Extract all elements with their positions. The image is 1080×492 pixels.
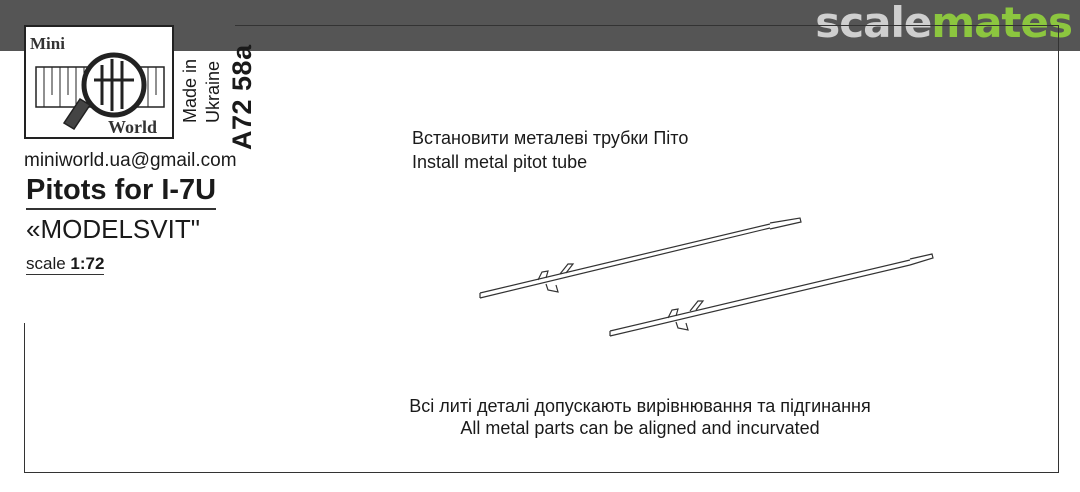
pitot-tube-2 [610,254,933,336]
country-label: Ukraine [203,60,223,123]
scale-value: 1:72 [70,254,105,273]
frame-line-top [235,25,1059,26]
scale-label: scale 1:72 [26,254,105,273]
instruction-text [412,126,688,174]
pitot-tubes-illustration [470,210,950,350]
product-title: Pitots for I-7U [26,174,216,210]
made-in-label: Made in [180,58,200,123]
footer-note-ua: Всі литі деталі допускають вирівнювання та підгинання [409,396,871,416]
pitot-tube-1 [480,218,801,298]
contact-email[interactable]: miniworld.ua@gmail.com [24,150,237,171]
logo-text-world: World [108,117,158,137]
logo-text-mini: Mini [30,34,65,53]
frame-line-right [1058,25,1059,472]
footer-note [330,395,950,439]
miniworld-logo [24,25,174,140]
kit-manufacturer: «MODELSVIT" [26,214,200,244]
instruction-en: Install metal pitot tube [412,152,588,172]
footer-note-en: All metal parts can be aligned and incurvated [460,418,820,438]
product-code: A72 58a [227,44,257,150]
frame-line-bottom [24,472,1059,473]
scalemates-watermark[interactable]: scalemates [815,0,1072,47]
frame-line-left [24,323,25,473]
instruction-ua: Встановити металеві трубки Піто [412,128,689,148]
